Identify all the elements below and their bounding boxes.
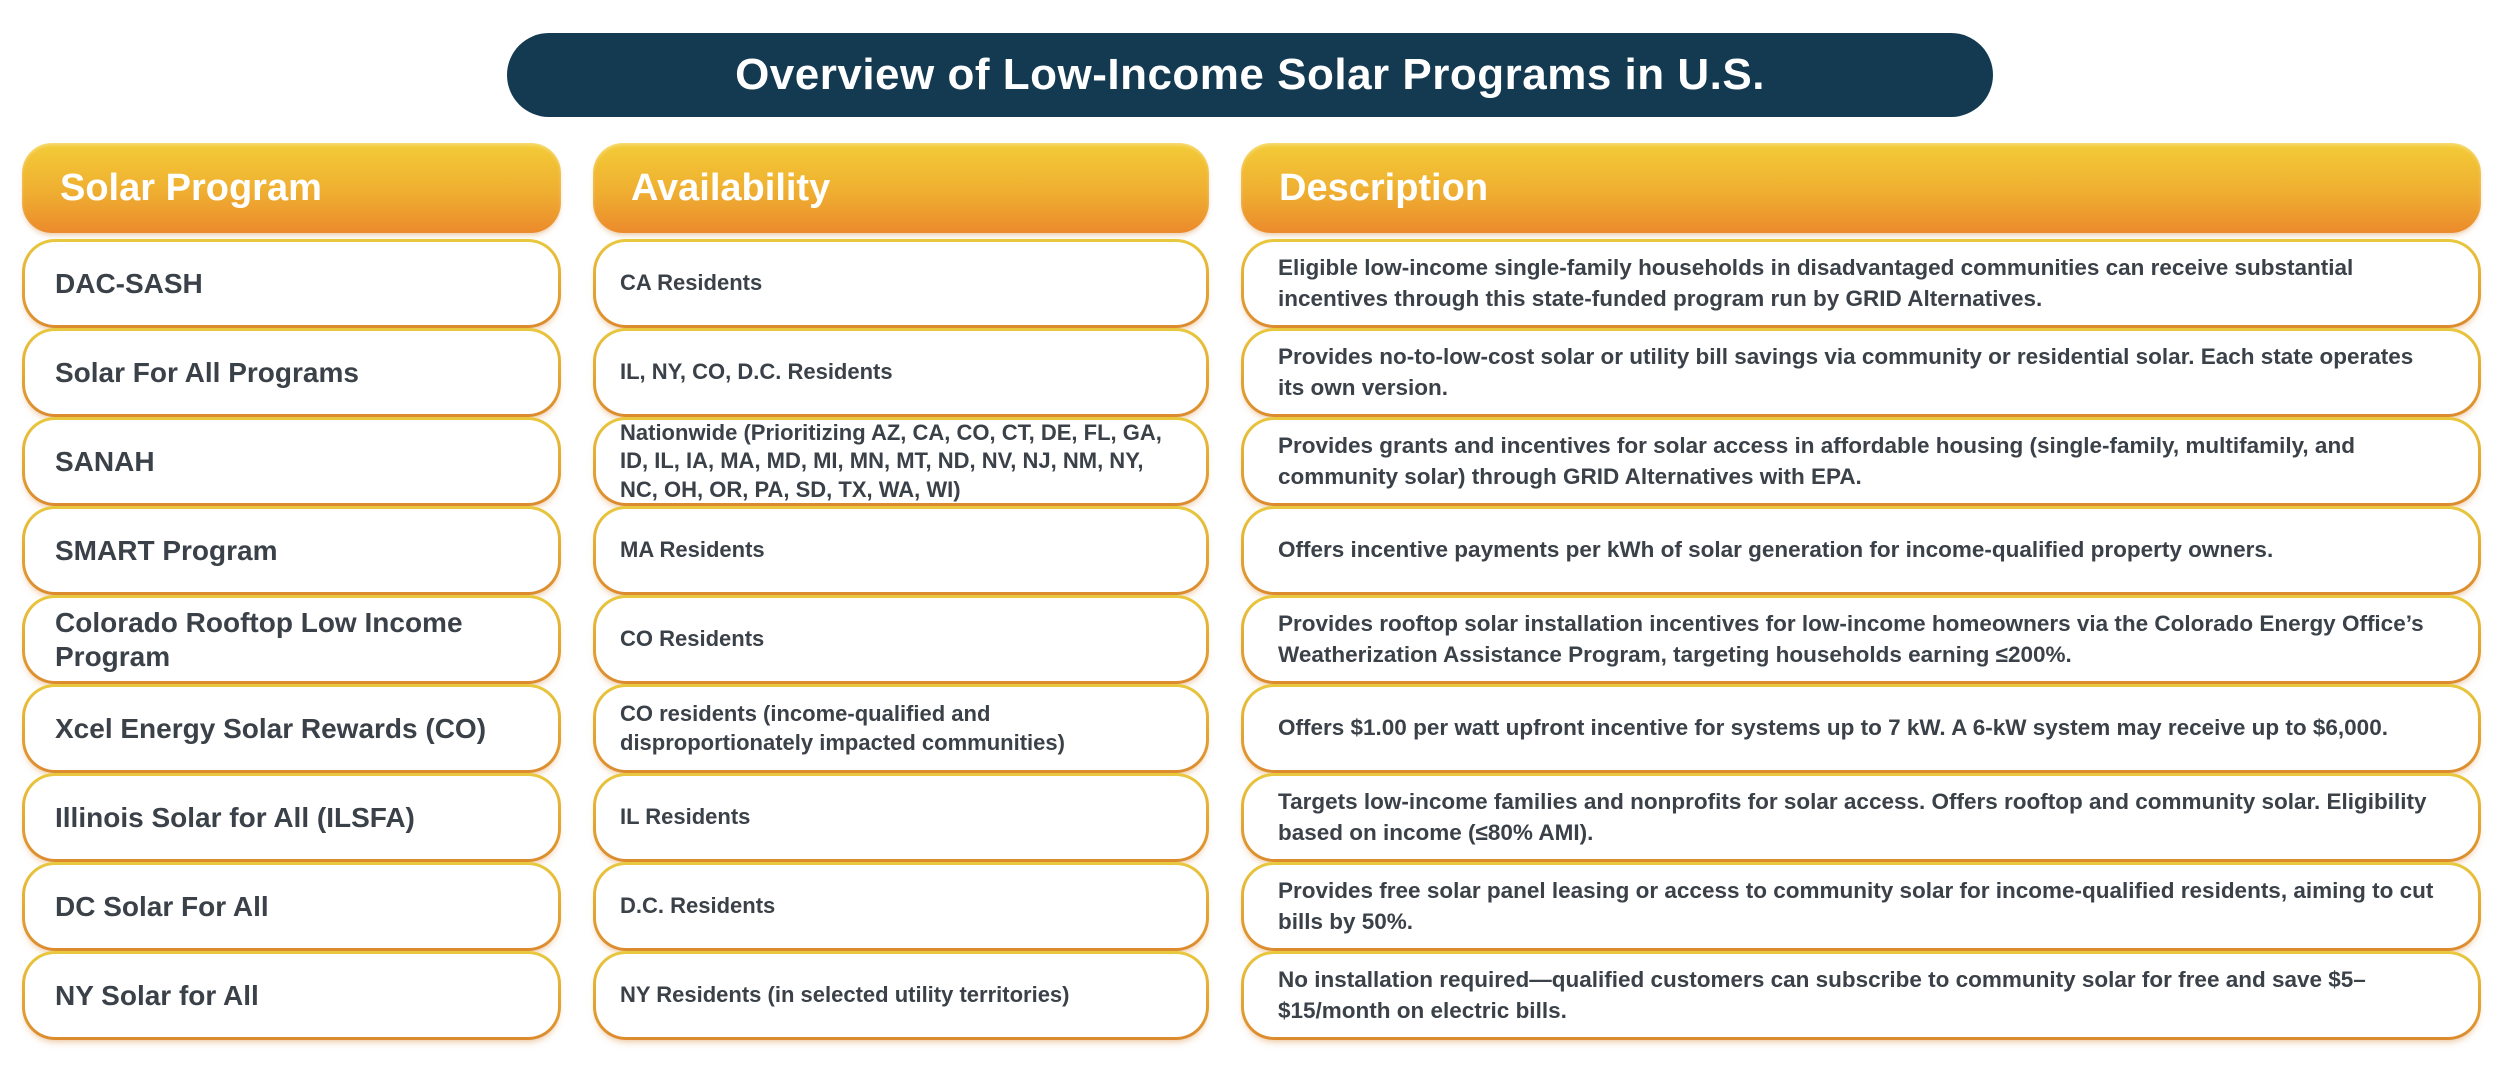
header-row — [22, 143, 2481, 233]
program-name: Illinois Solar for All (ILSFA) — [25, 776, 558, 859]
table-row — [593, 951, 1209, 1040]
table-row — [22, 417, 561, 506]
program-name: Colorado Rooftop Low Income Program — [25, 598, 558, 681]
description-text: Offers incentive payments per kWh of solar generation for income-qualified property owners. — [1244, 509, 2478, 592]
availability-text: Nationwide (Prioritizing AZ, CA, CO, CT, DE, FL, GA, ID, IL, IA, MA, MD, MI, MN, MT, ND, NV, NJ, NM, NY, NC, OH, OR, PA, SD, TX, WA, WI) — [596, 420, 1206, 503]
table-row — [1241, 595, 2481, 684]
description-text: Provides no-to-low-cost solar or utility bill savings via community or residential solar. Each state operates its own version. — [1244, 331, 2478, 414]
description-text: Targets low-income families and nonprofits for solar access. Offers rooftop and community solar. Eligibility based on income (≤80% AMI). — [1244, 776, 2478, 859]
description-text: Offers $1.00 per watt upfront incentive for systems up to 7 kW. A 6-kW system may receive up to $6,000. — [1244, 687, 2478, 770]
program-name: DC Solar For All — [25, 865, 558, 948]
availability-text: D.C. Residents — [596, 865, 1206, 948]
program-name: SMART Program — [25, 509, 558, 592]
column-header-availability: Availability — [593, 143, 1209, 233]
table-row — [22, 239, 561, 328]
description-text: No installation required—qualified customers can subscribe to community solar for free and save $5–$15/month on electric bills. — [1244, 954, 2478, 1037]
column-header-description: Description — [1241, 143, 2481, 233]
table-row — [22, 951, 561, 1040]
table-row — [1241, 773, 2481, 862]
availability-text: NY Residents (in selected utility territories) — [596, 954, 1206, 1037]
table-row — [22, 328, 561, 417]
description-text: Provides grants and incentives for solar access in affordable housing (single-family, multifamily, and community solar) through GRID Alternatives with EPA. — [1244, 420, 2478, 503]
table-row — [593, 595, 1209, 684]
program-name: Solar For All Programs — [25, 331, 558, 414]
table-row — [593, 506, 1209, 595]
table-row — [22, 506, 561, 595]
table-row — [22, 862, 561, 951]
table-row — [593, 773, 1209, 862]
availability-text: IL, NY, CO, D.C. Residents — [596, 331, 1206, 414]
description-text: Provides free solar panel leasing or access to community solar for income-qualified residents, aiming to cut bills by 50%. — [1244, 865, 2478, 948]
program-name: NY Solar for All — [25, 954, 558, 1037]
table-row — [593, 239, 1209, 328]
availability-text: MA Residents — [596, 509, 1206, 592]
table-body — [22, 239, 2481, 1040]
program-name: Xcel Energy Solar Rewards (CO) — [25, 687, 558, 770]
column-header-solar-program: Solar Program — [22, 143, 561, 233]
table-row — [593, 684, 1209, 773]
page-title: Overview of Low-Income Solar Programs in U.S. — [507, 33, 1993, 117]
description-text: Eligible low-income single-family households in disadvantaged communities can receive substantial incentives through this state-funded program run by GRID Alternatives. — [1244, 242, 2478, 325]
table-row — [1241, 417, 2481, 506]
table-row — [22, 595, 561, 684]
availability-text: CO Residents — [596, 598, 1206, 681]
program-name: DAC-SASH — [25, 242, 558, 325]
table-row — [1241, 328, 2481, 417]
availability-text: IL Residents — [596, 776, 1206, 859]
table-row — [593, 417, 1209, 506]
description-text: Provides rooftop solar installation incentives for low-income homeowners via the Colorado Energy Office’s Weatherization Assistance Program, targeting households earning ≤200%. — [1244, 598, 2478, 681]
table-row — [1241, 684, 2481, 773]
table-row — [22, 773, 561, 862]
table-row — [1241, 506, 2481, 595]
table-row — [593, 862, 1209, 951]
table-row — [1241, 862, 2481, 951]
table-row — [593, 328, 1209, 417]
solar-programs-table — [22, 143, 2481, 1040]
availability-text: CO residents (income-qualified and disproportionately impacted communities) — [596, 687, 1206, 770]
table-row — [22, 684, 561, 773]
program-name: SANAH — [25, 420, 558, 503]
availability-text: CA Residents — [596, 242, 1206, 325]
table-row — [1241, 239, 2481, 328]
table-row — [1241, 951, 2481, 1040]
